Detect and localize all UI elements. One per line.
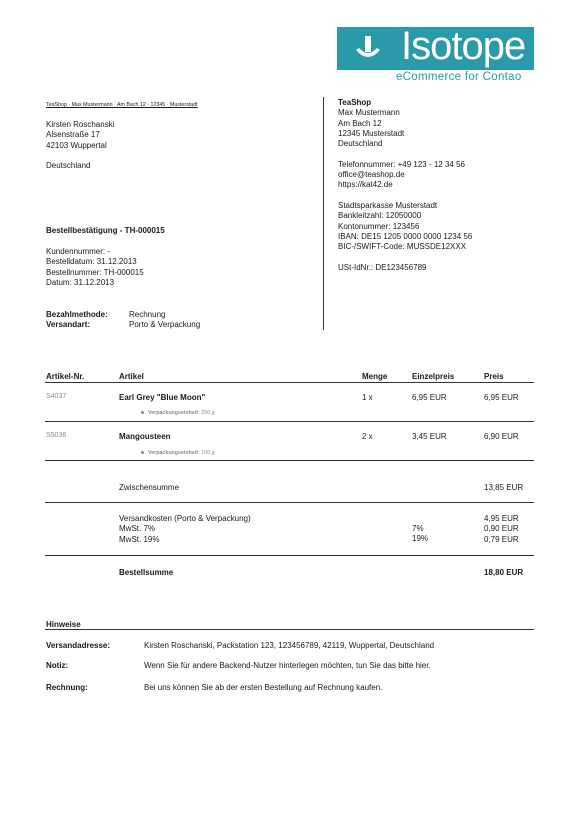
notes-rule bbox=[45, 629, 534, 630]
order-title: Bestellbestätigung - TH-000015 bbox=[46, 226, 165, 235]
item-unit-price: 6,95 EUR bbox=[412, 393, 447, 402]
shop-city: 12345 Musterstadt bbox=[338, 128, 405, 138]
shipping-address-text: Kirsten Roschanski, Packstation 123, 123456789, 42119, Wuppertal, Deutschland bbox=[144, 641, 435, 650]
shop-street: Am Bach 12 bbox=[338, 118, 382, 128]
payment-method-value: Rechnung bbox=[129, 310, 166, 319]
shop-email: office@teashop.de bbox=[338, 170, 405, 180]
item-name: Mangousteen bbox=[119, 432, 171, 441]
note-label: Notiz: bbox=[46, 661, 69, 670]
shop-phone: Telefonnummer: +49 123 - 12 34 56 bbox=[338, 159, 465, 169]
row-rule bbox=[45, 421, 534, 422]
vat7-value: 0,90 EUR bbox=[484, 524, 519, 534]
header-quantity: Menge bbox=[362, 372, 388, 381]
header-price: Preis bbox=[484, 372, 504, 381]
recipient-country: Deutschland bbox=[46, 161, 91, 171]
shop-info bbox=[338, 98, 472, 273]
item-attribute bbox=[141, 450, 215, 456]
item-attribute bbox=[141, 410, 215, 416]
shipping-cost-value: 4,95 EUR bbox=[484, 514, 519, 523]
shop-owner: Max Mustermann bbox=[338, 108, 400, 118]
shop-vat-id: USt-IdNr.: DE123456789 bbox=[338, 262, 427, 272]
logo-tagline: eCommerce for Contao bbox=[396, 71, 522, 83]
shipping-method-value: Porto & Verpackung bbox=[129, 320, 201, 329]
surcharge-labels bbox=[119, 514, 251, 545]
shop-iban: IBAN: DE15 1205 0000 0000 1234 56 bbox=[338, 231, 473, 241]
recipient-city: 42103 Wuppertal bbox=[46, 140, 107, 150]
header-sku: Artikel-Nr. bbox=[46, 372, 85, 381]
surcharge-values bbox=[484, 514, 519, 545]
shop-country: Deutschland bbox=[338, 139, 383, 149]
vat19-label: MwSt. 19% bbox=[119, 534, 160, 544]
item-sku: S5036 bbox=[46, 432, 67, 439]
invoice-label: Rechnung: bbox=[46, 683, 88, 692]
order-details bbox=[46, 247, 144, 288]
isotope-logo bbox=[337, 24, 534, 87]
shop-web: https://kat42.de bbox=[338, 180, 393, 190]
vat19-rate: 19% bbox=[412, 534, 429, 544]
attribute-label: Verpackungseinheit: bbox=[148, 410, 200, 416]
recipient-street: Alsenstraße 17 bbox=[46, 130, 100, 140]
note-text: Wenn Sie für andere Backend-Nutzer hinterlegen möchten, tun Sie das bitte hier. bbox=[144, 661, 431, 670]
shop-account: Kontonummer: 123456 bbox=[338, 221, 420, 231]
customer-number: Kundennummer: - bbox=[46, 247, 111, 256]
header-divider bbox=[323, 97, 324, 330]
attribute-value: 250 g bbox=[201, 410, 215, 416]
vat7-label: MwSt. 7% bbox=[119, 524, 156, 534]
order-date: Bestelldatum: 31.12.2013 bbox=[46, 257, 137, 267]
row-rule bbox=[45, 460, 534, 461]
header-rule bbox=[45, 382, 534, 383]
item-quantity: 1 x bbox=[362, 393, 373, 402]
bullet-icon bbox=[141, 411, 144, 414]
vat19-value: 0,79 EUR bbox=[484, 534, 519, 544]
item-quantity: 2 x bbox=[362, 432, 373, 441]
subtotal-value: 13,85 EUR bbox=[484, 483, 524, 492]
bullet-icon bbox=[141, 451, 144, 454]
order-number: Bestellnummer: TH-000015 bbox=[46, 267, 144, 277]
attribute-value: 100 g bbox=[201, 450, 215, 456]
attribute-label: Verpackungseinheit: bbox=[148, 450, 200, 456]
total-value: 18,80 EUR bbox=[484, 568, 524, 577]
subtotal-rule bbox=[45, 502, 534, 503]
item-sku: S4037 bbox=[46, 393, 67, 400]
invoice-text: Bei uns können Sie ab der ersten Bestellung auf Rechnung kaufen. bbox=[144, 683, 383, 692]
recipient-name: Kirsten Roschanski bbox=[46, 120, 115, 129]
shipping-address-label: Versandadresse: bbox=[46, 641, 111, 650]
shipping-method-label: Versandart: bbox=[46, 320, 91, 329]
subtotal-label: Zwischensumme bbox=[119, 483, 180, 492]
shop-bank: Stadtsparkasse Musterstadt bbox=[338, 200, 438, 210]
item-price: 6,95 EUR bbox=[484, 393, 519, 402]
logo-mark-icon bbox=[351, 34, 385, 64]
vat7-rate: 7% bbox=[412, 524, 424, 533]
payment-method-label: Bezahlmethode: bbox=[46, 310, 108, 319]
item-price: 6,90 EUR bbox=[484, 432, 519, 441]
logo-wordmark: Isotope bbox=[401, 24, 526, 68]
notes-heading: Hinweise bbox=[46, 620, 81, 629]
recipient-address bbox=[46, 120, 114, 171]
logo-banner bbox=[337, 24, 534, 70]
item-unit-price: 3,45 EUR bbox=[412, 432, 447, 441]
total-label: Bestellsumme bbox=[119, 568, 174, 577]
surcharge-rule bbox=[45, 555, 534, 556]
item-name: Earl Grey "Blue Moon" bbox=[119, 393, 206, 402]
document-date: Datum: 31.12.2013 bbox=[46, 277, 115, 287]
sender-line: TeaShop · Max Mustermann · Am Bach 12 · 12345 · Musterstadt bbox=[46, 102, 198, 108]
shop-blz: Bankleitzahl: 12050000 bbox=[338, 211, 422, 221]
shipping-cost-label: Versandkosten (Porto & Verpackung) bbox=[119, 514, 251, 523]
shop-bic: BIC-/SWIFT-Code: MUSSDE12XXX bbox=[338, 242, 467, 252]
header-article: Artikel bbox=[119, 372, 144, 381]
surcharge-rates bbox=[412, 524, 428, 545]
shop-name: TeaShop bbox=[338, 98, 372, 107]
header-unit-price: Einzelpreis bbox=[412, 372, 455, 381]
